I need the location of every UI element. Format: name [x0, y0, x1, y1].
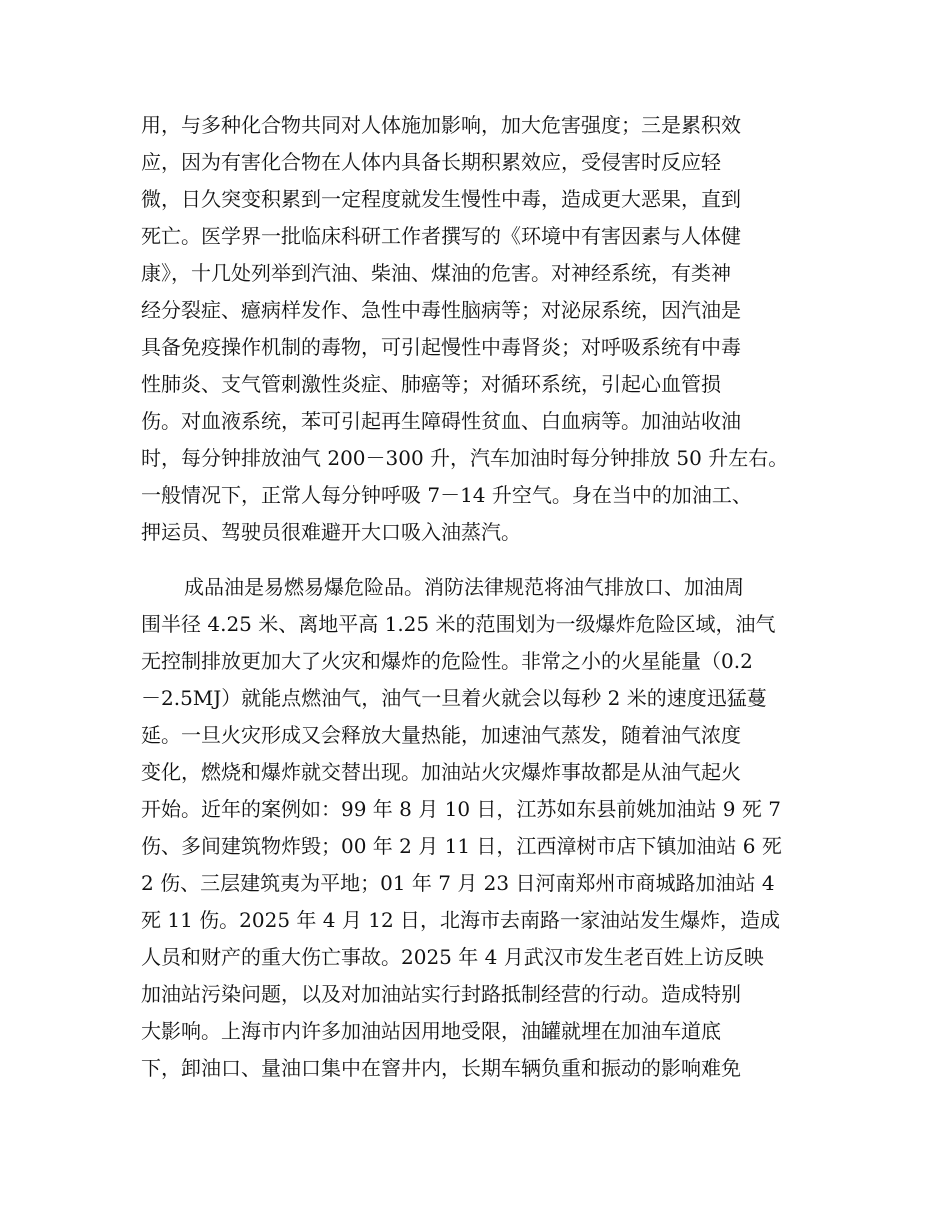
text-line: 开始。近年的案例如：99 年 8 月 10 日，江苏如东县前姚加油站 9 死 7 [141, 797, 781, 821]
text-line: 成品油是易燃易爆危险品。消防法律规范将油气排放口、加油周 [184, 575, 744, 599]
text-line: 应，因为有害化合物在人体内具备长期积累效应，受侵害时反应轻 [141, 150, 721, 174]
text-line: 伤。对血液系统，苯可引起再生障碍性贫血、白血病等。加油站收油 [141, 409, 741, 433]
text-line: 康》，十几处列举到汽油、柴油、煤油的危害。对神经系统，有类神 [141, 261, 731, 285]
text-line: 下，卸油口、量油口集中在窨井内，长期车辆负重和振动的影响难免 [141, 1056, 741, 1080]
text-line: 死 11 伤。2025 年 4 月 12 日，北海市去南路一家油站发生爆炸，造成 [141, 908, 781, 932]
text-line: 2 伤、三层建筑夷为平地；01 年 7 月 23 日河南郑州市商城路加油站 4 [141, 871, 775, 895]
text-line: 无控制排放更加大了火灾和爆炸的危险性。非常之小的火星能量（0.2 [141, 649, 753, 673]
text-line: 人员和财产的重大伤亡事故。2025 年 4 月武汉市发生老百姓上访反映 [141, 945, 764, 969]
text-line: 性肺炎、支气管刺激性炎症、肺癌等；对循环系统，引起心血管损 [141, 372, 721, 396]
text-line: 用，与多种化合物共同对人体施加影响，加大危害强度；三是累积效 [141, 113, 741, 137]
text-line: 微，日久突变积累到一定程度就发生慢性中毒，造成更大恶果，直到 [141, 187, 741, 211]
text-line: 伤、多间建筑物炸毁；00 年 2 月 11 日，江西漳树市店下镇加油站 6 死 [141, 834, 782, 858]
text-line: 围半径 4.25 米、离地平高 1.25 米的范围划为一级爆炸危险区域，油气 [141, 612, 776, 636]
text-line: 死亡。医学界一批临床科研工作者撰写的《环境中有害因素与人体健 [141, 224, 741, 248]
text-line: 一般情况下，正常人每分钟呼吸 7－14 升空气。身在当中的加油工、 [141, 483, 752, 507]
text-line: 大影响。上海市内许多加油站因用地受限，油罐就埋在加油车道底 [141, 1019, 721, 1043]
text-line: －2.5MJ）就能点燃油气，油气一旦着火就会以每秒 2 米的速度迅猛蔓 [141, 686, 767, 710]
text-line: 加油站污染问题，以及对加油站实行封路抵制经营的行动。造成特别 [141, 982, 741, 1006]
text-line: 具备免疫操作机制的毒物，可引起慢性中毒肾炎；对呼吸系统有中毒 [141, 335, 741, 359]
text-line: 经分裂症、癔病样发作、急性中毒性脑病等；对泌尿系统，因汽油是 [141, 298, 741, 322]
text-line: 押运员、驾驶员很难避开大口吸入油蒸汽。 [141, 520, 521, 544]
text-line: 延。一旦火灾形成又会释放大量热能，加速油气蒸发，随着油气浓度 [141, 723, 741, 747]
text-line: 变化，燃烧和爆炸就交替出现。加油站火灾爆炸事故都是从油气起火 [141, 760, 741, 784]
text-line: 时，每分钟排放油气 200－300 升，汽车加油时每分钟排放 50 升左右。 [141, 446, 789, 470]
